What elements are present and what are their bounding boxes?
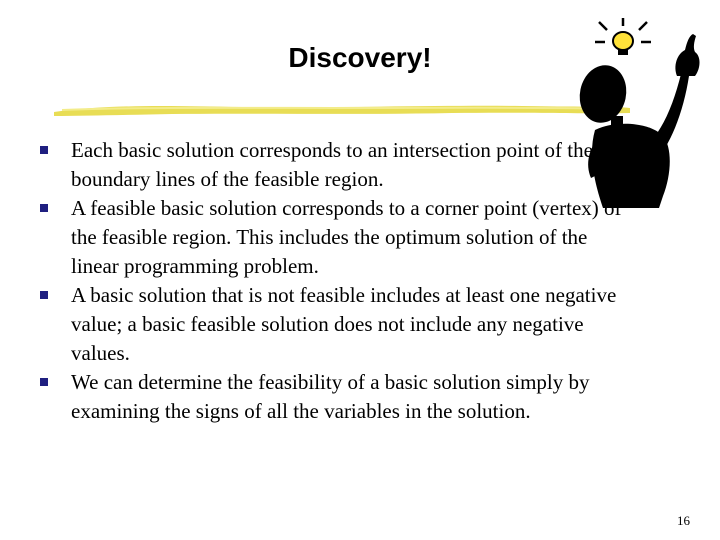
lightbulb-icon: [595, 18, 651, 55]
bullet-item: [40, 281, 640, 368]
bullet-text: We can determine the feasibility of a basic solution simply by examining the signs of all the variables in the solution.: [71, 370, 590, 423]
bullet-item: [40, 194, 640, 281]
bullet-list: [40, 136, 640, 426]
square-bullet-icon: [40, 378, 48, 386]
square-bullet-icon: [40, 291, 48, 299]
bullet-text: Each basic solution corresponds to an intersection point of the boundary lines of the feasible region.: [71, 138, 593, 191]
square-bullet-icon: [40, 204, 48, 212]
bullet-text: A feasible basic solution corresponds to a corner point (vertex) of the feasible region. This includes the optimum solution of the linear programming problem.: [71, 196, 622, 278]
title-underline: [52, 98, 632, 122]
bullet-item: [40, 136, 640, 194]
bullet-item: [40, 368, 640, 426]
slide-title: Discovery!: [288, 42, 432, 73]
page-number: 16: [677, 513, 690, 528]
square-bullet-icon: [40, 146, 48, 154]
bullet-text: A basic solution that is not feasible includes at least one negative value; a basic feasible solution does not include any negative values.: [71, 283, 617, 365]
